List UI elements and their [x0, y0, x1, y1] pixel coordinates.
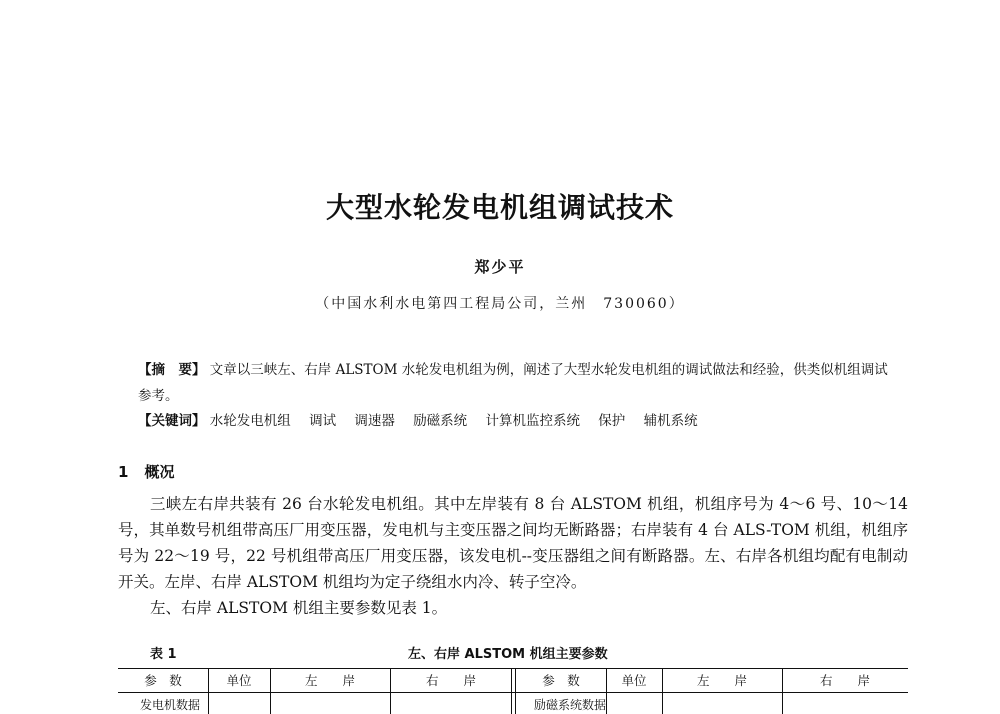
- paragraph: 左、右岸 ALSTOM 机组主要参数见表 1。: [150, 599, 448, 617]
- paper-title: 大型水轮发电机组调试技术: [325, 191, 674, 224]
- table-subheading: 励磁系统数据: [534, 698, 607, 712]
- abstract-tag: 【摘 要】: [138, 362, 206, 378]
- table-title: 左、右岸 ALSTOM 机组主要参数: [408, 647, 608, 662]
- affiliation: （中国水利水电第四工程局公司，兰州 730060）: [315, 296, 685, 312]
- table-header-cell: 单位: [621, 673, 647, 688]
- keyword: 水轮发电机组: [209, 413, 291, 429]
- author: 郑少平: [474, 258, 526, 276]
- table-header-cell: 左 岸: [696, 673, 747, 688]
- abstract-text: 文章以三峡左、右岸 ALSTOM 水轮发电机组为例，阐述了大型水轮发电机组的调试做法和经验，供类似机组调试参考。: [138, 362, 888, 404]
- table-header-cell: 参 数: [542, 673, 580, 688]
- keyword: 调速器: [354, 413, 395, 429]
- table-header-cell: 单位: [226, 673, 252, 688]
- table-subheading: 发电机数据: [140, 698, 201, 712]
- paragraph: 三峡左右岸共装有 26 台水轮发电机组。其中左岸装有 8 台 ALSTOM 机组，机组序号为 4～6 号、10～14号，其单数号机组带高压厂用变压器，发电机与主变压器之间均无断路器；右岸装有 4 台 ALS-TOM 机组，机组序号为 22～19 号，22 号机组带高压厂用变压器，该发电机--变压器组之间有断路器。左、右岸各机组均配有电制动开关。左岸、右岸 ALSTOM 机组均为定子绕组水内冷、转子空冷。: [118, 495, 908, 591]
- keywords-tag: 【关键词】: [138, 413, 206, 429]
- keyword: 计算机监控系统: [485, 413, 580, 429]
- keyword: 励磁系统: [413, 413, 468, 429]
- section-body: [118, 491, 908, 621]
- abstract: [138, 357, 898, 409]
- keyword: 保护: [598, 413, 626, 429]
- table-label: 表 1: [150, 647, 177, 662]
- section-number: 1: [118, 463, 129, 481]
- keyword: 调试: [309, 413, 337, 429]
- keywords: [138, 409, 898, 429]
- table-header-cell: 参 数: [144, 673, 182, 688]
- table-header-cell: 左 岸: [304, 673, 355, 688]
- table-header-cell: 右 岸: [819, 673, 870, 688]
- table-header-cell: 右 岸: [425, 673, 476, 688]
- section-title: 概况: [144, 463, 175, 481]
- section-heading: [118, 461, 174, 482]
- keyword: 辅机系统: [643, 413, 698, 429]
